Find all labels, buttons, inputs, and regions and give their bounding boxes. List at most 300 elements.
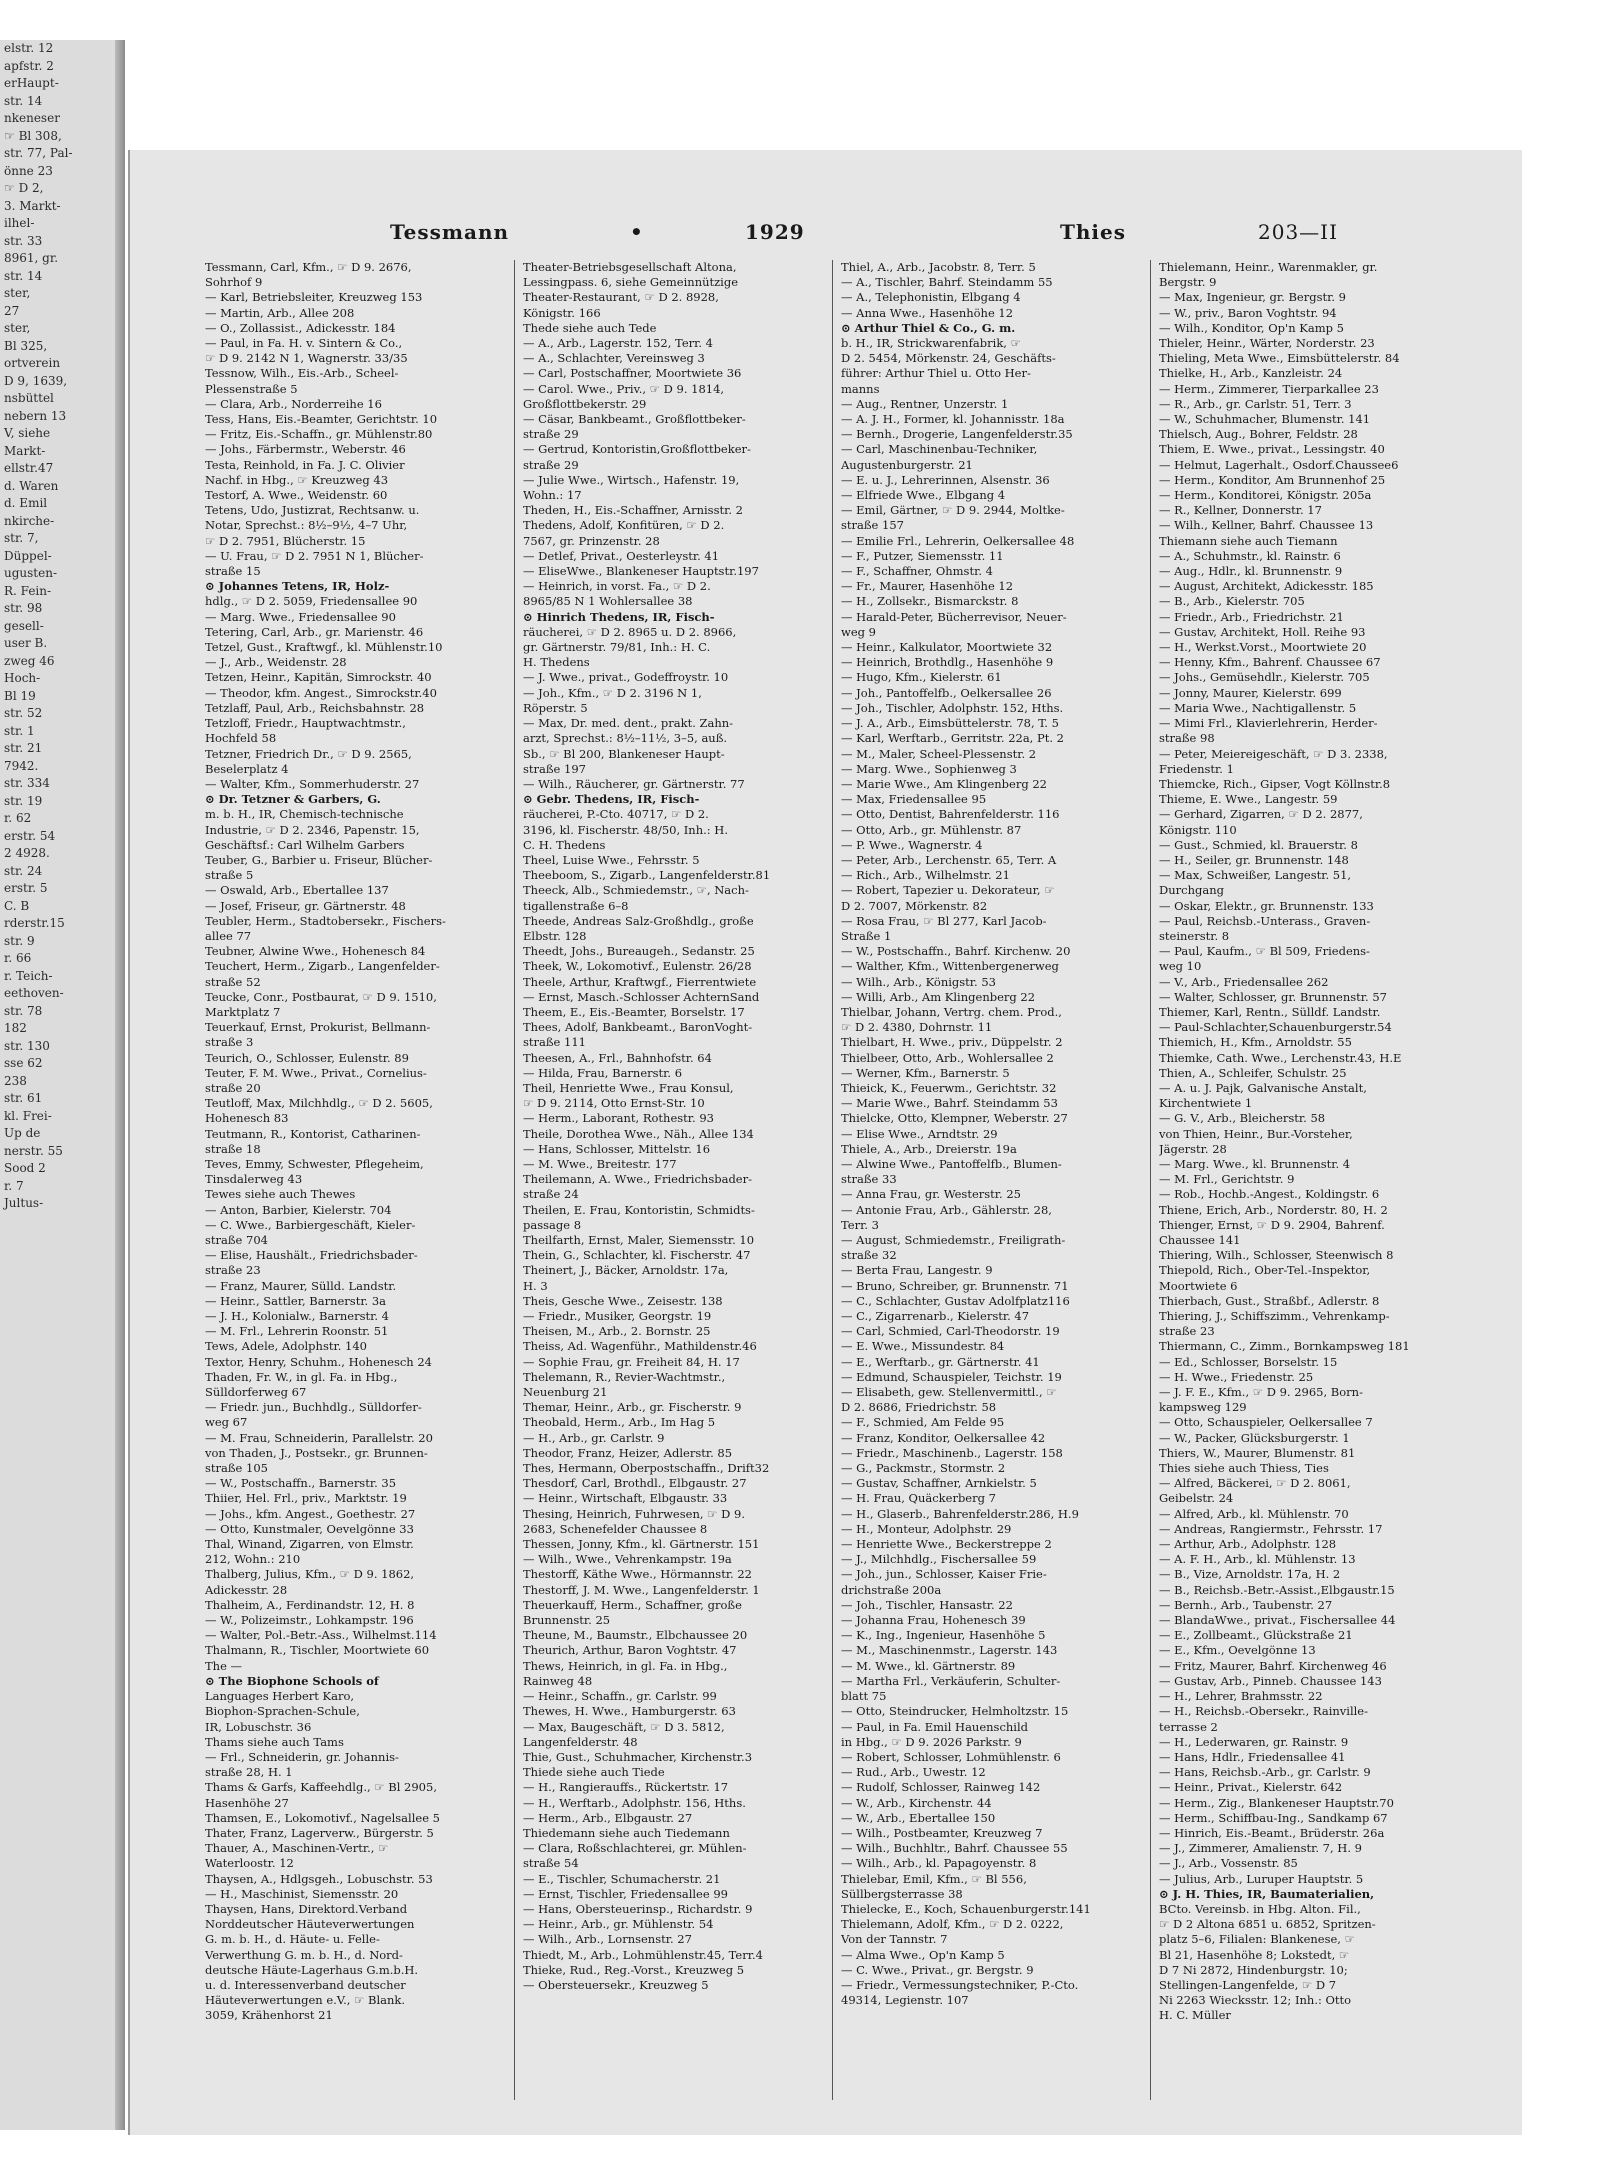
directory-entry: — Walther, Kfm., Wittenbergenerweg [841, 959, 1059, 974]
directory-entry: allee 77 [205, 928, 252, 943]
directory-entry: Hasenhöhe 27 [205, 1795, 289, 1810]
strip-line: str. 98 [4, 601, 43, 615]
directory-entry: Von der Tannstr. 7 [841, 1932, 948, 1947]
directory-entry: Teuter, F. M. Wwe., Privat., Cornelius- [205, 1065, 427, 1080]
directory-entry: Theek, W., Lokomotivf., Eulenstr. 26/28 [523, 959, 752, 974]
directory-entry: Teuchert, Herm., Zigarb., Langenfelder- [205, 959, 440, 974]
directory-entry: Rainweg 48 [523, 1673, 593, 1688]
directory-entry: — Wilh., Konditor, Op'n Kamp 5 [1159, 320, 1344, 335]
directory-entry: Testorf, A. Wwe., Weidenstr. 60 [205, 488, 388, 503]
strip-line: apfstr. 2 [4, 58, 54, 73]
directory-entry: D 7 Ni 2872, Hindenburgstr. 10; [1159, 1962, 1348, 1977]
directory-entry: Königstr. 166 [523, 305, 601, 320]
directory-entry: — Wilh., Arb., Königstr. 53 [841, 974, 996, 989]
directory-entry: — Paul-Schlachter,Schauenburgerstr.54 [1159, 1020, 1392, 1035]
directory-entry: Nachf. in Hbg., ☞ Kreuzweg 43 [205, 472, 389, 487]
directory-entry: — H., Lederwaren, gr. Rainstr. 9 [1159, 1734, 1349, 1749]
directory-entry: Notar, Sprechst.: 8½–9½, 4–7 Uhr, [205, 518, 408, 533]
directory-entry: Thielbart, H. Wwe., priv., Düppelstr. 2 [841, 1035, 1063, 1050]
directory-entry: Thieler, Heinr., Wärter, Norderstr. 23 [1159, 336, 1375, 351]
directory-entry: Theinert, J., Bäcker, Arnoldstr. 17a, [523, 1263, 729, 1278]
directory-entry: — Carl, Postschaffner, Moortwiete 36 [523, 366, 742, 381]
directory-entry: — Wilh., Kellner, Bahrf. Chaussee 13 [1159, 518, 1374, 533]
strip-line: str. 14 [4, 268, 43, 283]
directory-entry: BCto. Vereinsb. in Hbg. Alton. Fil., [1159, 1901, 1361, 1916]
directory-entry: arzt, Sprechst.: 8½–11½, 3–5, auß. [523, 731, 728, 746]
directory-entry: — Herm., Laborant, Rothestr. 93 [523, 1111, 714, 1126]
directory-entry: — Paul, Kaufm., ☞ Bl 509, Friedens- [1159, 944, 1370, 959]
directory-entry: — C. Wwe., Privat., gr. Bergstr. 9 [841, 1962, 1034, 1977]
directory-entry: Thaden, Fr. W., in gl. Fa. in Hbg., [205, 1369, 398, 1384]
directory-entry: — Otto, Steindrucker, Helmholtzstr. 15 [841, 1704, 1069, 1719]
directory-entry: — O., Zollassist., Adickesstr. 184 [205, 320, 396, 335]
directory-entry: Thewes, H. Wwe., Hamburgerstr. 63 [523, 1704, 736, 1719]
directory-entry: — Friedr., Musiker, Georgstr. 19 [523, 1309, 712, 1324]
directory-entry: — Mimi Frl., Klavierlehrerin, Herder- [1159, 716, 1378, 731]
header-dot: • [630, 220, 644, 244]
strip-line: 182 [4, 1021, 27, 1035]
directory-entry: — F., Schmied, Am Felde 95 [841, 1415, 1005, 1430]
directory-entry: — R., Kellner, Donnerstr. 17 [1159, 503, 1322, 518]
directory-entry: — Alwine Wwe., Pantoffelfb., Blumen- [841, 1156, 1062, 1171]
strip-line: nkirche- [4, 513, 55, 528]
directory-entry: C. H. Thedens [523, 837, 606, 852]
directory-entry: — Aug., Rentner, Unzerstr. 1 [841, 396, 1009, 411]
directory-entry: führer: Arthur Thiel u. Otto Her- [841, 366, 1031, 381]
directory-entry: Thielebar, Emil, Kfm., ☞ Bl 556, [841, 1871, 1027, 1886]
directory-entry: — Maria Wwe., Nachtigallenstr. 5 [1159, 700, 1357, 715]
directory-entry: — H., Werkst.Vorst., Moortwiete 20 [1159, 640, 1367, 655]
directory-entry: ⊙ Gebr. Thedens, IR, Fisch- [523, 792, 700, 807]
directory-entry: Thiene, Erich, Arb., Norderstr. 80, H. 2 [1159, 1202, 1388, 1217]
directory-entry: — Herm., Zig., Blankeneser Hauptstr.70 [1159, 1795, 1394, 1810]
strip-line: kl. Frei- [4, 1108, 52, 1123]
directory-entry: Thiem, E. Wwe., privat., Lessingstr. 40 [1159, 442, 1385, 457]
directory-entry: Theater-Restaurant, ☞ D 2. 8928, [523, 290, 719, 305]
directory-entry: — Fr., Maurer, Hasenhöhe 12 [841, 579, 1014, 594]
directory-entry: Durchgang [1159, 883, 1224, 898]
directory-entry: — H., Glaserb., Bahrenfelderstr.286, H.9 [841, 1506, 1079, 1521]
directory-entry: — A., Tischler, Bahrf. Steindamm 55 [841, 275, 1053, 290]
directory-entry: tigallenstraße 6–8 [523, 898, 629, 913]
directory-entry: Theel, Luise Wwe., Fehrsstr. 5 [523, 852, 700, 867]
directory-entry: — Joh., Tischler, Adolphstr. 152, Hths. [841, 700, 1064, 715]
directory-entry: straße 29 [523, 427, 579, 442]
directory-entry: — Fritz, Maurer, Bahrf. Kirchenweg 46 [1159, 1658, 1387, 1673]
strip-line: str. 24 [4, 863, 43, 878]
directory-entry: Theilfarth, Ernst, Maler, Siemensstr. 10 [523, 1233, 755, 1247]
directory-entry: Brunnenstr. 25 [523, 1613, 611, 1628]
directory-entry: 8965/85 N 1 Wohlersallee 38 [523, 594, 693, 609]
directory-entry: — Wilh., Postbeamter, Kreuzweg 7 [841, 1825, 1043, 1840]
directory-entry: Theodor, Franz, Heizer, Adlerstr. 85 [523, 1445, 733, 1460]
directory-entry: Theele, Arthur, Kraftwgf., Fierrentwiete [523, 974, 757, 989]
directory-entry: — Rob., Hochb.-Angest., Koldingstr. 6 [1159, 1187, 1380, 1202]
directory-entry: — Gustav, Arb., Pinneb. Chaussee 143 [1159, 1673, 1382, 1688]
strip-line: nerstr. 55 [4, 1143, 63, 1158]
strip-line: C. B [4, 898, 30, 913]
directory-entry: Teuerkauf, Ernst, Prokurist, Bellmann- [205, 1020, 431, 1035]
directory-entry: Thies siehe auch Thiess, Ties [1159, 1461, 1329, 1476]
directory-entry: — M. Wwe., kl. Gärtnerstr. 89 [841, 1658, 1016, 1673]
directory-entry: — M. Frau, Schneiderin, Parallelstr. 20 [205, 1430, 433, 1445]
strip-line: str. 33 [4, 233, 43, 248]
directory-entry: — J., Arb., Weidenstr. 28 [205, 655, 347, 670]
strip-line: r. 62 [4, 811, 32, 825]
directory-entry: — A. u. J. Pajk, Galvanische Anstalt, [1159, 1080, 1367, 1095]
directory-entry: Thes, Hermann, Oberpostschaffn., Drift32 [523, 1461, 770, 1476]
directory-entry: Theilen, E. Frau, Kontoristin, Schmidts- [523, 1202, 755, 1217]
directory-entry: — A., Telephonistin, Elbgang 4 [841, 290, 1021, 305]
directory-entry: — H. Wwe., Friedenstr. 25 [1159, 1369, 1314, 1384]
directory-entry: Theisen, M., Arb., 2. Bornstr. 25 [523, 1324, 711, 1339]
strip-line: ☞ Bl 308, [4, 128, 62, 143]
directory-entry: — Otto, Schauspieler, Oelkersallee 7 [1159, 1415, 1373, 1430]
directory-columns [202, 260, 1502, 2100]
strip-line: elstr. 12 [4, 41, 54, 55]
header-page-number: 203—II [1258, 220, 1338, 244]
directory-entry: — Wilh., Arb., kl. Papagoyenstr. 8 [841, 1856, 1037, 1871]
directory-entry: Thalberg, Julius, Kfm., ☞ D 9. 1862, [205, 1567, 415, 1582]
directory-entry: — Joh., jun., Schlosser, Kaiser Frie- [841, 1567, 1047, 1582]
directory-entry: Tessmann, Carl, Kfm., ☞ D 9. 2676, [205, 260, 412, 274]
directory-entry: — E., Tischler, Schumacherstr. 21 [523, 1871, 721, 1886]
directory-entry: 212, Wohn.: 210 [205, 1552, 301, 1567]
directory-entry: — Herm., Arb., Elbgaustr. 27 [523, 1810, 693, 1825]
directory-entry: Friedenstr. 1 [1159, 761, 1234, 776]
directory-entry: — Gertrud, Kontoristin,Großflottbeker- [523, 442, 751, 457]
directory-entry: — Herm., Zimmerer, Tierparkallee 23 [1159, 381, 1379, 396]
strip-line: rderstr.15 [4, 916, 65, 930]
header-year: 1929 [745, 220, 805, 244]
directory-entry: D 2. 8686, Friedrichstr. 58 [841, 1400, 997, 1415]
directory-entry: straße 18 [205, 1141, 261, 1156]
directory-entry: — K., Ing., Ingenieur, Hasenhöhe 5 [841, 1628, 1046, 1643]
directory-entry: Straße 1 [841, 928, 892, 943]
directory-entry: — Alfred, Bäckerei, ☞ D 2. 8061, [1159, 1476, 1351, 1491]
strip-line: D 9, 1639, [4, 373, 68, 388]
directory-entry: Thesdorf, Carl, Brothdl., Elbgaustr. 27 [523, 1476, 747, 1491]
directory-entry: ☞ D 9. 2142 N 1, Wagnerstr. 33/35 [205, 351, 408, 366]
directory-entry: Thieme, E. Wwe., Langestr. 59 [1159, 792, 1338, 807]
directory-entry: — W., Postschaffn., Bahrf. Kirchenw. 20 [841, 944, 1071, 959]
directory-entry: straße 704 [205, 1233, 268, 1247]
directory-entry: Thams siehe auch Tams [205, 1734, 344, 1749]
strip-line: nsbüttel [4, 391, 54, 405]
directory-entry: — G., Packmstr., Stormstr. 2 [841, 1461, 1006, 1476]
directory-entry: straße 23 [1159, 1324, 1215, 1339]
directory-entry: Tetzlaff, Paul, Arb., Reichsbahnstr. 28 [205, 700, 425, 715]
directory-entry: — Wilh., Wwe., Vehrenkampstr. 19a [523, 1552, 732, 1567]
directory-entry: Elbstr. 128 [523, 928, 587, 943]
strip-line: eethoven- [4, 986, 64, 1000]
strip-line: str. 77, Pal- [4, 146, 73, 160]
directory-entry: Thestorff, Käthe Wwe., Hörmannstr. 22 [523, 1567, 752, 1582]
directory-entry: — Werner, Kfm., Barnerstr. 5 [841, 1065, 1010, 1080]
directory-entry: — Edmund, Schauspieler, Teichstr. 19 [841, 1369, 1062, 1384]
strip-line: str. 130 [4, 1038, 50, 1053]
directory-entry: — Paul, in Fa. Emil Hauenschild [841, 1719, 1029, 1734]
directory-entry: Thiering, J., Schiffszimm., Vehrenkamp- [1159, 1309, 1390, 1324]
strip-line: d. Emil [4, 496, 48, 510]
header-right-name: Thies [1060, 220, 1127, 244]
directory-entry: straße 52 [205, 974, 261, 989]
directory-entry: Thie, Gust., Schuhmacher, Kirchenstr.3 [523, 1749, 753, 1764]
directory-entry: — Emil, Gärtner, ☞ D 9. 2944, Moltke- [841, 503, 1065, 518]
strip-line: V, siehe [4, 426, 51, 440]
directory-entry: — A., Schuhmstr., kl. Rainstr. 6 [1159, 548, 1341, 563]
directory-entry: — Josef, Friseur, gr. Gärtnerstr. 48 [205, 898, 406, 913]
directory-entry: Thiepold, Rich., Ober-Tel.-Inspektor, [1159, 1263, 1371, 1278]
directory-entry: — Otto, Dentist, Bahrenfelderstr. 116 [841, 807, 1060, 822]
directory-entry: deutsche Häute-Lagerhaus G.m.b.H. [205, 1962, 419, 1977]
directory-entry: von Thaden, J., Postsekr., gr. Brunnen- [205, 1445, 428, 1460]
directory-entry: — A., Schlachter, Vereinsweg 3 [523, 351, 705, 366]
directory-entry: Theil, Henriette Wwe., Frau Konsul, [523, 1080, 734, 1095]
directory-entry: u. d. Interessenverband deutscher [205, 1977, 406, 1992]
directory-entry: Tessnow, Wilh., Eis.-Arb., Scheel- [205, 366, 399, 381]
directory-entry: passage 8 [523, 1217, 582, 1232]
directory-entry: — W., Arb., Kirchenstr. 44 [841, 1795, 992, 1810]
directory-entry: Thiele, A., Arb., Dreierstr. 19a [841, 1141, 1017, 1156]
directory-entry: 49314, Legienstr. 107 [841, 1993, 969, 2008]
directory-entry: — Alma Wwe., Op'n Kamp 5 [841, 1947, 1005, 1962]
directory-entry: Marktplatz 7 [205, 1004, 281, 1019]
directory-entry: Teutmann, R., Kontorist, Catharinen- [205, 1126, 421, 1141]
directory-entry: straße 32 [841, 1248, 897, 1263]
strip-line: str. 14 [4, 93, 43, 108]
directory-entry: straße 3 [205, 1035, 254, 1050]
directory-entry: — Bernh., Arb., Taubenstr. 27 [1159, 1597, 1333, 1612]
directory-entry: — Heinrich, in vorst. Fa., ☞ D 2. [523, 579, 711, 594]
directory-entry: — C., Zigarrenarb., Kielerstr. 47 [841, 1309, 1030, 1324]
directory-entry: straße 23 [205, 1263, 261, 1278]
directory-entry: straße 197 [523, 761, 586, 776]
directory-entry: Röperstr. 5 [523, 700, 588, 715]
directory-entry: — Oskar, Elektr., gr. Brunnenstr. 133 [1159, 898, 1374, 913]
directory-entry: — Hugo, Kfm., Kielerstr. 61 [841, 670, 1002, 685]
directory-entry: — Friedr. jun., Buchhdlg., Sülldorfer- [205, 1400, 422, 1415]
directory-entry: ☞ D 2. 4380, Dohrnstr. 11 [841, 1020, 993, 1035]
directory-entry: ⊙ The Biophone Schools of [205, 1673, 379, 1688]
directory-entry: — Rudolf, Schlosser, Rainweg 142 [841, 1780, 1041, 1795]
directory-entry: — H., Lehrer, Brahmsstr. 22 [1159, 1689, 1323, 1704]
directory-entry: — H., Maschinist, Siemensstr. 20 [205, 1886, 399, 1901]
directory-entry: b. H., IR, Strickwarenfabrik, ☞ [841, 336, 1021, 351]
directory-entry: — Berta Frau, Langestr. 9 [841, 1263, 993, 1278]
directory-entry: — Obersteuersekr., Kreuzweg 5 [523, 1977, 709, 1992]
directory-entry: — Friedr., Arb., Friedrichstr. 21 [1159, 609, 1344, 624]
directory-entry: Stellingen-Langenfelde, ☞ D 7 [1159, 1977, 1337, 1992]
directory-entry: Thielke, H., Arb., Kanzleistr. 24 [1159, 366, 1343, 381]
directory-entry: — H., Reichsb.-Obersekr., Rainville- [1159, 1704, 1368, 1719]
strip-line: R. Fein- [4, 583, 52, 598]
column-divider-1 [514, 260, 515, 2100]
directory-entry: — Martha Frl., Verkäuferin, Schulter- [841, 1673, 1061, 1688]
directory-entry: Thielcke, Otto, Klempner, Weberstr. 27 [841, 1111, 1068, 1126]
directory-entry: ⊙ Hinrich Thedens, IR, Fisch- [523, 609, 715, 624]
directory-entry: manns [841, 381, 880, 396]
strip-line: str. 52 [4, 706, 43, 720]
directory-entry: Häuteverwertungen e.V., ☞ Blank. [205, 1993, 406, 2008]
strip-line: str. 334 [4, 776, 50, 790]
directory-entry: Theedt, Johs., Bureaugeh., Sedanstr. 25 [523, 944, 755, 959]
directory-entry: — Elisabeth, gew. Stellenvermittl., ☞ [841, 1385, 1057, 1400]
directory-entry: — M. Wwe., Breitestr. 177 [523, 1156, 677, 1171]
directory-entry: — Henny, Kfm., Bahrenf. Chaussee 67 [1159, 655, 1381, 670]
directory-entry: weg 67 [205, 1415, 248, 1430]
directory-entry: H. Thedens [523, 655, 590, 670]
directory-entry: — Ernst, Tischler, Friedensallee 99 [523, 1886, 728, 1901]
directory-entry: — R., Arb., gr. Carlstr. 51, Terr. 3 [1159, 396, 1352, 411]
directory-entry: — BlandaWwe., privat., Fischersallee 44 [1159, 1613, 1396, 1628]
directory-entry: — Rud., Arb., Uwestr. 12 [841, 1765, 986, 1780]
directory-entry: H. 3 [523, 1278, 548, 1293]
column-3 [838, 260, 1144, 2100]
directory-entry: — V., Arb., Friedensallee 262 [1159, 974, 1329, 989]
strip-line: ☞ D 2, [4, 181, 44, 195]
directory-entry: — Max, Baugeschäft, ☞ D 3. 5812, [523, 1719, 725, 1734]
directory-entry: Thees, Adolf, Bankbeamt., BaronVoght- [523, 1020, 753, 1035]
directory-entry: — E., Werftarb., gr. Gärtnerstr. 41 [841, 1354, 1040, 1369]
directory-entry: straße 54 [523, 1856, 579, 1871]
directory-entry: Jägerstr. 28 [1159, 1141, 1227, 1156]
directory-entry: Tetering, Carl, Arb., gr. Marienstr. 46 [205, 624, 424, 639]
directory-page [128, 150, 1522, 2135]
directory-entry: — Julie Wwe., Wirtsch., Hafenstr. 19, [523, 472, 740, 487]
directory-entry: — J., Milchhdlg., Fischersallee 59 [841, 1552, 1037, 1567]
strip-line: d. Waren [4, 478, 59, 493]
directory-entry: räucherei, P.-Cto. 40717, ☞ D 2. [523, 807, 709, 822]
directory-entry: — J. F. E., Kfm., ☞ D 9. 2965, Born- [1159, 1385, 1363, 1400]
page-header [130, 220, 1522, 250]
directory-entry: — Marie Wwe., Bahrf. Steindamm 53 [841, 1096, 1058, 1111]
directory-entry: — Max, Dr. med. dent., prakt. Zahn- [523, 716, 734, 731]
directory-entry: Theden, H., Eis.-Schaffner, Arnisstr. 2 [523, 503, 743, 518]
strip-line: Up de [4, 1126, 41, 1140]
directory-entry: Theater-Betriebsgesellschaft Altona, [523, 260, 737, 274]
directory-entry: Biophon-Sprachen-Schule, [205, 1704, 360, 1719]
directory-entry: — Max, Schweißer, Langestr. 51, [1159, 868, 1352, 883]
directory-entry: — Marg. Wwe., kl. Brunnenstr. 4 [1159, 1156, 1351, 1171]
directory-entry: — W., Schuhmacher, Blumenstr. 141 [1159, 412, 1371, 427]
directory-entry: — H., Werftarb., Adolphstr. 156, Hths. [523, 1795, 746, 1810]
directory-entry: Waterloostr. 12 [205, 1856, 294, 1871]
strip-line: str. 7, [4, 531, 39, 545]
strip-line: r. 7 [4, 1178, 24, 1193]
strip-line: 8961, gr. [4, 251, 59, 265]
directory-entry: — Fritz, Eis.-Schaffn., gr. Mühlenstr.80 [205, 427, 433, 442]
directory-entry: Thieick, K., Feuerwm., Gerichtstr. 32 [841, 1080, 1057, 1095]
directory-entry: — Peter, Meiereigeschäft, ☞ D 3. 2338, [1159, 746, 1388, 761]
directory-entry: Thiemich, H., Kfm., Arnoldstr. 55 [1159, 1035, 1352, 1050]
directory-entry: IR, Lobuschstr. 36 [205, 1719, 312, 1734]
directory-entry: — M., Maler, Scheel-Plessenstr. 2 [841, 746, 1037, 761]
directory-entry: — Hans, Hdlr., Friedensallee 41 [1159, 1749, 1346, 1764]
directory-entry: Hochfeld 58 [205, 731, 277, 746]
directory-entry: — M. Frl., Lehrerin Roonstr. 51 [205, 1324, 389, 1339]
directory-entry: — Herm., Konditor, Am Brunnenhof 25 [1159, 472, 1386, 487]
strip-line: str. 61 [4, 1091, 43, 1105]
directory-entry: Theuerkauff, Herm., Schaffner, große [523, 1597, 742, 1612]
column-4 [1156, 260, 1462, 2100]
directory-entry: — Paul, in Fa. H. v. Sintern & Co., [205, 336, 403, 351]
directory-entry: Theesen, A., Frl., Bahnhofstr. 64 [523, 1050, 712, 1065]
directory-entry: — H., Zollsekr., Bismarckstr. 8 [841, 594, 1019, 609]
directory-entry: — J. H., Kolonialw., Barnerstr. 4 [205, 1309, 389, 1324]
directory-entry: — C. Wwe., Barbiergeschäft, Kieler- [205, 1217, 416, 1232]
directory-entry: Theem, E., Eis.-Beamter, Borselstr. 17 [523, 1004, 745, 1019]
directory-entry: — Clara, Arb., Norderreihe 16 [205, 396, 382, 411]
directory-entry: Thiering, Wilh., Schlosser, Steenwisch 8 [1159, 1248, 1394, 1263]
directory-entry: — B., Reichsb.-Betr.-Assist.,Elbgaustr.15 [1159, 1582, 1395, 1597]
directory-entry: — Elise, Haushält., Friedrichsbader- [205, 1248, 418, 1263]
directory-entry: — Franz, Konditor, Oelkersallee 42 [841, 1430, 1046, 1445]
directory-entry: Thesing, Heinrich, Fuhrwesen, ☞ D 9. [523, 1506, 745, 1521]
directory-entry: Thedens, Adolf, Konfitüren, ☞ D 2. [523, 518, 725, 533]
directory-entry: — Max, Friedensallee 95 [841, 792, 987, 807]
directory-entry: — Otto, Arb., gr. Mühlenstr. 87 [841, 822, 1022, 837]
column-divider-3 [1150, 260, 1151, 2100]
directory-entry: blatt 75 [841, 1689, 887, 1704]
directory-entry: — Herm., Konditorei, Königstr. 205a [1159, 488, 1372, 503]
directory-entry: Norddeutscher Häuteverwertungen [205, 1917, 415, 1932]
directory-entry: Theeboom, S., Zigarb., Langenfelderstr.81 [523, 868, 771, 883]
directory-entry: — F., Putzer, Siemensstr. 11 [841, 548, 1004, 563]
directory-entry: Ni 2263 Wiecksstr. 12; Inh.: Otto [1159, 1993, 1352, 2008]
directory-entry: Teubler, Herm., Stadtobersekr., Fischers- [205, 913, 446, 928]
directory-entry: — Anton, Barbier, Kielerstr. 704 [205, 1202, 392, 1217]
directory-entry: straße 24 [523, 1187, 579, 1202]
directory-entry: Thelemann, R., Revier-Wachtmstr., [523, 1369, 726, 1384]
strip-line: erHaupt- [4, 76, 59, 90]
directory-entry: — Emilie Frl., Lehrerin, Oelkersallee 48 [841, 533, 1075, 548]
directory-entry: — Johs., kfm. Angest., Goethestr. 27 [205, 1506, 416, 1521]
directory-entry: Themar, Heinr., Arb., gr. Fischerstr. 9 [523, 1400, 742, 1415]
directory-entry: — Hans, Reichsb.-Arb., gr. Carlstr. 9 [1159, 1765, 1371, 1780]
directory-entry: Tews, Adele, Adolphstr. 140 [205, 1339, 367, 1354]
directory-entry: terrasse 2 [1159, 1719, 1218, 1734]
directory-entry: Thielemann, Heinr., Warenmakler, gr. [1159, 260, 1378, 274]
directory-entry: straße 105 [205, 1461, 268, 1476]
strip-line: nebern 13 [4, 408, 67, 423]
directory-entry: Thiermann, C., Zimm., Bornkampsweg 181 [1159, 1339, 1410, 1354]
directory-entry: — Gust., Schmied, kl. Brauerstr. 8 [1159, 837, 1358, 852]
directory-entry: Theis, Gesche Wwe., Zeisestr. 138 [523, 1293, 723, 1308]
strip-line: str. 21 [4, 741, 43, 755]
header-left-name: Tessmann [390, 220, 510, 244]
directory-entry: Textor, Henry, Schuhm., Hohenesch 24 [205, 1354, 433, 1369]
directory-entry: Moortwiete 6 [1159, 1278, 1238, 1293]
directory-entry: 2683, Schenefelder Chaussee 8 [523, 1521, 708, 1536]
directory-entry: — Gustav, Architekt, Holl. Reihe 93 [1159, 624, 1366, 639]
strip-line: ster, [4, 286, 31, 300]
directory-entry: Bergstr. 9 [1159, 275, 1217, 290]
strip-line: gesell- [4, 618, 44, 633]
directory-entry: — Walter, Schlosser, gr. Brunnenstr. 57 [1159, 989, 1387, 1004]
strip-line: str. 78 [4, 1003, 43, 1018]
directory-entry: Teucke, Conr., Postbaurat, ☞ D 9. 1510, [205, 989, 437, 1004]
directory-entry: — Hinrich, Eis.-Beamt., Brüderstr. 26a [1159, 1825, 1385, 1840]
directory-entry: Theiss, Ad. Wagenführ., Mathildenstr.46 [523, 1339, 757, 1354]
directory-entry: Industrie, ☞ D 2. 2346, Papenstr. 15, [205, 822, 420, 837]
directory-entry: steinerstr. 8 [1159, 928, 1230, 943]
directory-entry: von Thien, Heinr., Bur.-Vorsteher, [1159, 1126, 1353, 1141]
directory-entry: — U. Frau, ☞ D 2. 7951 N 1, Blücher- [205, 548, 424, 563]
directory-entry: platz 5–6, Filialen: Blankenese, ☞ [1159, 1932, 1355, 1947]
directory-entry: — Marg. Wwe., Friedensallee 90 [205, 609, 396, 624]
directory-entry: Wohn.: 17 [523, 488, 582, 503]
